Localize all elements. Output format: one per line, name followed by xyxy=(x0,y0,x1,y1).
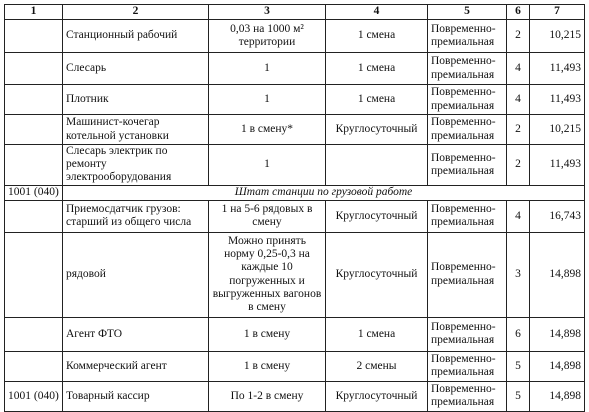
norm-cell: 0,03 на 1000 м² территории xyxy=(209,20,326,53)
norm-cell: 1 xyxy=(209,145,326,186)
position-cell: Коммерческий агент xyxy=(63,351,209,381)
norm-cell: По 1-2 в смену xyxy=(209,381,326,411)
norm-cell: 1 в смену* xyxy=(209,115,326,145)
mode-cell: 1 смена xyxy=(326,85,428,115)
pay-system-cell: Повременно-премиальная xyxy=(428,115,507,145)
code-cell xyxy=(5,115,63,145)
code-cell xyxy=(5,200,63,232)
position-cell: Станционный рабочий xyxy=(63,20,209,53)
table-row xyxy=(5,351,585,381)
header-cell: 2 xyxy=(63,5,209,20)
code-cell: 1001 (040) xyxy=(5,381,63,411)
grade-cell: 4 xyxy=(507,85,530,115)
pay-system-cell: Повременно-премиальная xyxy=(428,53,507,85)
mode-cell: Круглосуточный xyxy=(326,200,428,232)
position-cell: Машинист-кочегар котельной установки xyxy=(63,115,209,145)
rate-cell: 11,493 xyxy=(530,53,585,85)
grade-cell: 4 xyxy=(507,53,530,85)
mode-cell xyxy=(326,145,428,186)
rate-cell: 14,898 xyxy=(530,232,585,317)
rate-cell: 11,493 xyxy=(530,85,585,115)
section-title: Штат станции по грузовой работе xyxy=(63,185,585,200)
table-row xyxy=(5,200,585,232)
grade-cell: 3 xyxy=(507,232,530,317)
grade-cell: 2 xyxy=(507,115,530,145)
table-row xyxy=(5,381,585,411)
header-cell: 3 xyxy=(209,5,326,20)
pay-system-cell: Повременно-премиальная xyxy=(428,317,507,351)
pay-system-cell: Повременно-премиальная xyxy=(428,351,507,381)
grade-cell: 6 xyxy=(507,317,530,351)
norm-cell: 1 xyxy=(209,53,326,85)
rate-cell: 10,215 xyxy=(530,20,585,53)
table-row xyxy=(5,145,585,186)
mode-cell: Круглосуточный xyxy=(326,232,428,317)
table-row xyxy=(5,232,585,317)
header-cell: 5 xyxy=(428,5,507,20)
pay-system-cell: Повременно-премиальная xyxy=(428,85,507,115)
code-cell xyxy=(5,317,63,351)
position-cell: рядовой xyxy=(63,232,209,317)
norm-cell: 1 на 5-6 рядовых в смену xyxy=(209,200,326,232)
rate-cell: 16,743 xyxy=(530,200,585,232)
mode-cell: Круглосуточный xyxy=(326,381,428,411)
rate-cell: 14,898 xyxy=(530,317,585,351)
mode-cell: 1 смена xyxy=(326,53,428,85)
table-row xyxy=(5,20,585,53)
code-cell xyxy=(5,232,63,317)
norm-cell: 1 в смену xyxy=(209,351,326,381)
code-cell xyxy=(5,20,63,53)
rate-cell: 14,898 xyxy=(530,381,585,411)
position-cell: Слесарь xyxy=(63,53,209,85)
grade-cell: 5 xyxy=(507,381,530,411)
mode-cell: 1 смена xyxy=(326,317,428,351)
position-cell: Приемосдатчик грузов: старший из общего числа xyxy=(63,200,209,232)
section-code-cell: 1001 (040) xyxy=(5,185,63,200)
table-row xyxy=(5,115,585,145)
table-row xyxy=(5,317,585,351)
pay-system-cell: Повременно-премиальная xyxy=(428,200,507,232)
section-row xyxy=(5,185,585,200)
norm-cell: 1 xyxy=(209,85,326,115)
header-cell: 7 xyxy=(530,5,585,20)
rate-cell: 11,493 xyxy=(530,145,585,186)
rate-cell: 14,898 xyxy=(530,351,585,381)
header-cell: 4 xyxy=(326,5,428,20)
mode-cell: 2 смены xyxy=(326,351,428,381)
pay-system-cell: Повременно-премиальная xyxy=(428,20,507,53)
mode-cell: 1 смена xyxy=(326,20,428,53)
table-row xyxy=(5,85,585,115)
grade-cell: 4 xyxy=(507,200,530,232)
pay-system-cell: Повременно-премиальная xyxy=(428,232,507,317)
code-cell xyxy=(5,351,63,381)
header-cell: 6 xyxy=(507,5,530,20)
grade-cell: 2 xyxy=(507,20,530,53)
rate-cell: 10,215 xyxy=(530,115,585,145)
code-cell xyxy=(5,145,63,186)
position-cell: Плотник xyxy=(63,85,209,115)
code-cell xyxy=(5,53,63,85)
grade-cell: 5 xyxy=(507,351,530,381)
pay-system-cell: Повременно-премиальная xyxy=(428,145,507,186)
header-cell: 1 xyxy=(5,5,63,20)
grade-cell: 2 xyxy=(507,145,530,186)
table-row xyxy=(5,53,585,85)
norm-cell: 1 в смену xyxy=(209,317,326,351)
mode-cell: Круглосуточный xyxy=(326,115,428,145)
position-cell: Агент ФТО xyxy=(63,317,209,351)
position-cell: Товарный кассир xyxy=(63,381,209,411)
pay-system-cell: Повременно-премиальная xyxy=(428,381,507,411)
staffing-table xyxy=(4,4,585,412)
position-cell: Слесарь электрик по ремонту электрооборудования xyxy=(63,145,209,186)
code-cell xyxy=(5,85,63,115)
norm-cell: Можно принять норму 0,25-0,3 на каждые 10 погруженных и выгруженных вагонов в смену xyxy=(209,232,326,317)
header-row xyxy=(5,5,585,20)
